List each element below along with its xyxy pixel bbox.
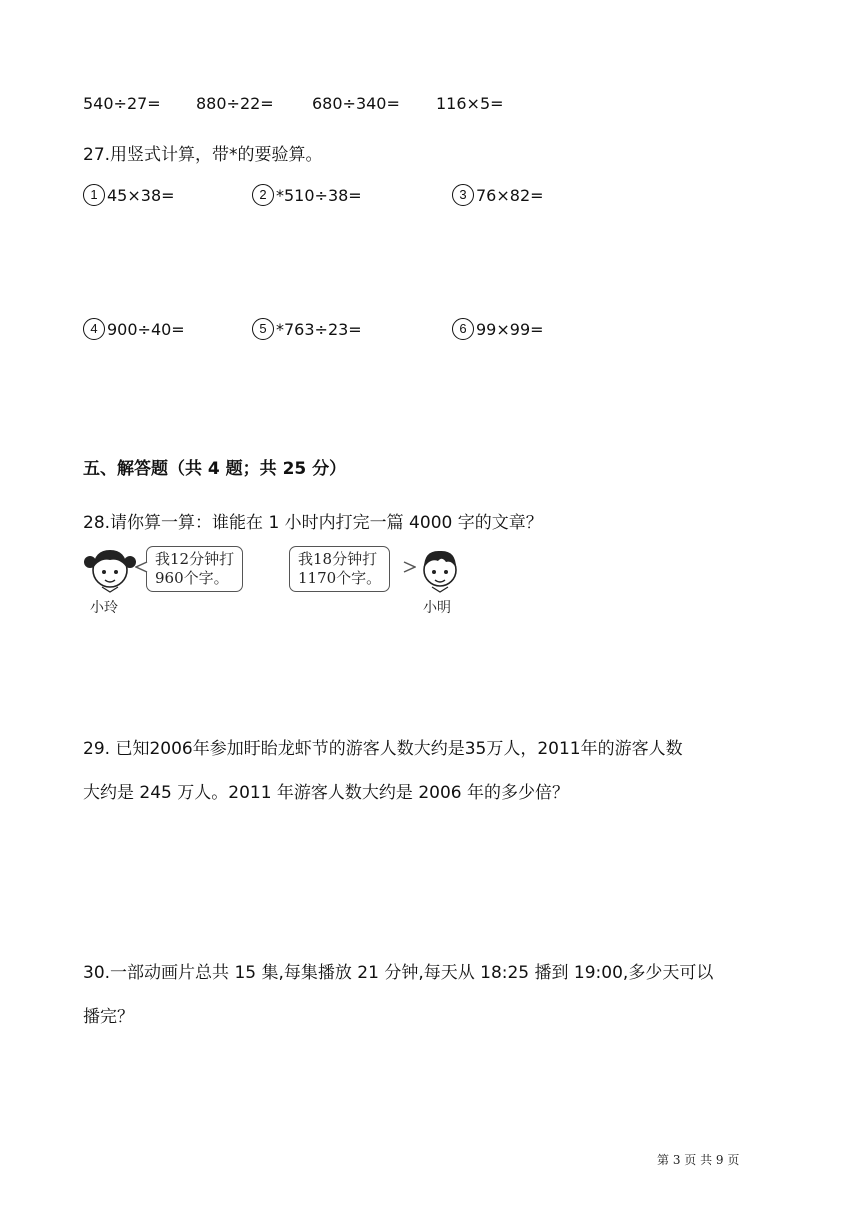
girl-name: 小玲 [90,600,118,616]
circled-number: 3 [452,184,474,206]
circled-number: 1 [83,184,105,206]
boy-speech-line-2: 1170个字。 [298,569,382,587]
circled-number: 2 [252,184,274,206]
page-number-footer: 第 3 页 共 9 页 [657,1153,740,1167]
girl-figure-icon [80,540,140,600]
question-27-title: 27.用竖式计算，带*的要验算。 [83,145,323,165]
bubble-tail-icon [135,560,149,574]
calc-item-2: 880÷22= [196,94,274,113]
q27-item-4 [83,318,185,340]
circled-number: 5 [252,318,274,340]
q27-expression: 45×38= [107,185,175,205]
q27-item-1 [83,184,175,206]
q27-expression: *510÷38= [276,185,362,205]
q27-item-5 [252,318,362,340]
girl-speech-line-1: 我12分钟打 [155,550,235,568]
q27-expression: 900÷40= [107,319,185,339]
girl-speech-bubble [146,546,243,592]
calc-item-1: 540÷27= [83,94,161,113]
q27-expression: 99×99= [476,319,544,339]
question-28-text: 28.请你算一算：谁能在 1 小时内打完一篇 4000 字的文章？ [83,513,543,533]
q27-item-2 [252,184,362,206]
q27-expression: 76×82= [476,185,544,205]
q28-illustration [80,540,470,625]
boy-figure-icon [410,540,470,600]
q27-item-6 [452,318,544,340]
calc-item-3: 680÷340= [312,94,400,113]
boy-name: 小明 [423,600,451,616]
calc-item-4: 116×5= [436,94,504,113]
q27-expression: *763÷23= [276,319,362,339]
girl-speech-line-2: 960个字。 [155,569,229,587]
question-30-line-2: 播完？ [83,1007,134,1027]
circled-number: 4 [83,318,105,340]
q27-item-3 [452,184,544,206]
section-heading: 五、解答题（共 4 题；共 25 分） [83,459,347,479]
question-29-line-1: 29. 已知2006年参加盱眙龙虾节的游客人数大约是35万人，2011年的游客人数 [83,739,683,759]
question-29-line-2: 大约是 245 万人。2011 年游客人数大约是 2006 年的多少倍？ [83,783,569,803]
question-30-line-1: 30.一部动画片总共 15 集,每集播放 21 分钟,每天从 18:25 播到 19:00,多少天可以 [83,963,714,983]
boy-speech-line-1: 我18分钟打 [298,550,378,568]
boy-speech-bubble [289,546,390,592]
circled-number: 6 [452,318,474,340]
